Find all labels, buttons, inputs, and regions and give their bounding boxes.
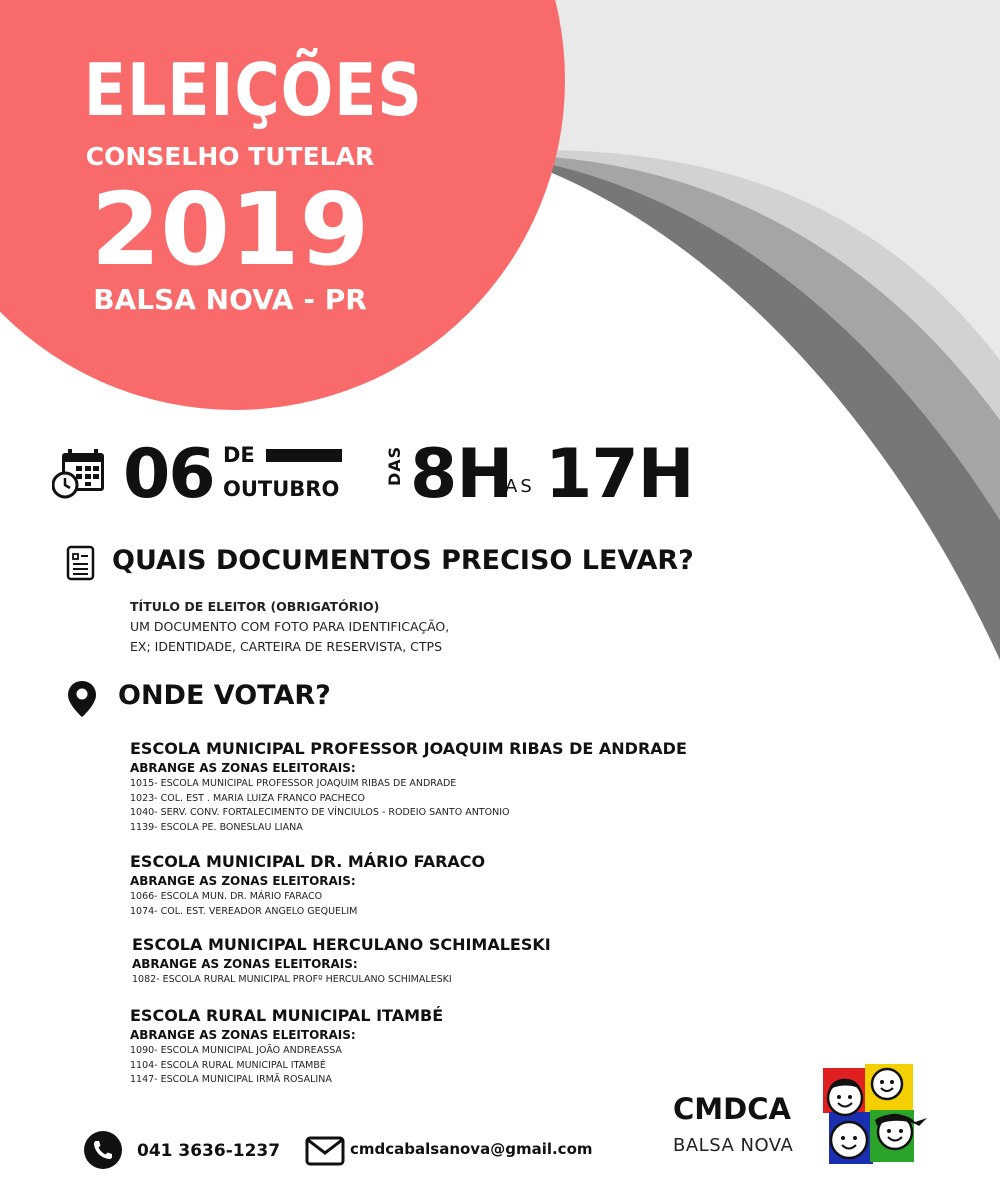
contact-phone[interactable]: 041 3636-1237 [137,1141,281,1161]
calendar-clock-icon [52,447,106,499]
school-name: ESCOLA MUNICIPAL DR. MÁRIO FARACO [130,852,486,871]
election-city: BALSA NOVA - PR [93,283,367,316]
zone-item: 1090- ESCOLA MUNICIPAL JOÃO ANDREASSA [130,1045,342,1056]
mail-icon [305,1136,345,1166]
phone-icon [84,1131,122,1169]
election-year: 2019 [90,171,370,288]
start-time: 8H [410,435,513,514]
document-item: TÍTULO DE ELEITOR (OBRIGATÓRIO) [130,599,380,614]
date-preposition: DE [223,443,255,467]
zones-label: ABRANGE AS ZONAS ELEITORAIS: [132,957,358,971]
zone-item: 1082- ESCOLA RURAL MUNICIPAL PROFº HERCULANO SCHIMALESKI [132,974,452,985]
election-title: ELEIÇÕES [83,48,423,132]
zone-item: 1015- ESCOLA MUNICIPAL PROFESSOR JOAQUIM RIBAS DE ANDRADE [130,778,457,789]
documents-list [130,597,449,657]
school-name: ESCOLA MUNICIPAL HERCULANO SCHIMALESKI [132,935,551,954]
end-time: 17H [545,435,694,514]
decorative-bar [266,449,342,462]
zone-item: 1040- SERV. CONV. FORTALECIMENTO DE VÍNCIULOS - RODEIO SANTO ANTONIO [130,807,510,818]
school-block [130,851,485,919]
school-block [132,934,551,988]
documents-heading: QUAIS DOCUMENTOS PRECISO LEVAR? [112,545,694,576]
election-subtitle: CONSELHO TUTELAR [85,142,375,171]
school-block [130,738,687,835]
zones-label: ABRANGE AS ZONAS ELEITORAIS: [130,1028,356,1042]
election-month: OUTUBRO [223,477,340,501]
school-name: ESCOLA RURAL MUNICIPAL ITAMBÉ [130,1006,444,1025]
zone-item: 1066- ESCOLA MUN. DR. MÁRIO FARACO [130,891,323,902]
org-city: BALSA NOVA [673,1135,794,1156]
document-icon [66,545,96,581]
zone-item: 1074- COL. EST. VEREADOR ANGELO GEQUELIM [130,905,358,917]
election-day: 06 [123,435,214,514]
zone-item: 1139- ESCOLA PE. BONESLAU LIANA [130,821,303,833]
contact-email[interactable]: cmdcabalsanova@gmail.com [350,1140,593,1158]
voting-heading: ONDE VOTAR? [118,680,331,711]
zones-label: ABRANGE AS ZONAS ELEITORAIS: [130,761,356,775]
zones-label: ABRANGE AS ZONAS ELEITORAIS: [130,874,356,888]
zone-item: 1104- ESCOLA RURAL MUNICIPAL ITAMBÉ [130,1059,326,1071]
school-name: ESCOLA MUNICIPAL PROFESSOR JOAQUIM RIBAS DE ANDRADE [130,739,687,758]
zone-item: 1023- COL. EST . MARIA LUIZA FRANCO PACHECO [130,792,365,804]
document-item: UM DOCUMENTO COM FOTO PARA IDENTIFICAÇÃO, [130,619,450,634]
location-pin-icon [67,680,97,718]
zone-item: 1147- ESCOLA MUNICIPAL IRMÃ ROSALINA [130,1074,332,1085]
school-block [130,1005,443,1088]
time-prefix: DAS [385,445,404,486]
org-name: CMDCA [673,1092,791,1126]
cmdca-logo [815,1060,935,1170]
time-separator: AS [505,476,535,497]
document-item: EX; IDENTIDADE, CARTEIRA DE RESERVISTA, CTPS [130,639,443,654]
